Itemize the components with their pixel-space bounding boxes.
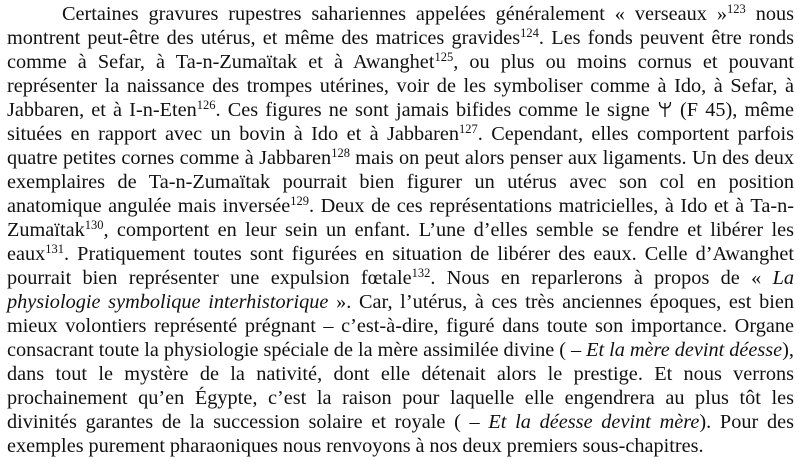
italic-title: Et la déesse devint mère [488, 411, 700, 433]
footnote-ref-130: 130 [84, 218, 104, 232]
text-segment: Certaines gravures rupestres sahariennes appelées généralement « verseaux » [62, 3, 728, 25]
footnote-ref-132: 132 [411, 266, 431, 280]
text-segment: . Nous en reparlerons à propos de « [430, 267, 773, 289]
text-segment: , ou plus ou moins cornus et pouvant représenter la naissance des trompes utérines, voir de les symboliser comme à Ido, à Sefar, à Jabbaren, et à I-n-Eten [7, 51, 794, 121]
footnote-ref-129: 129 [290, 194, 309, 208]
footnote-ref-126: 126 [196, 98, 216, 112]
italic-title: La physiologie symbolique interhistorique [7, 267, 794, 313]
text-segment: ». Car, l’utérus, à ces très anciennes époques, est bien mieux volontiers représenté prégnant – c’est-à-dire, figuré dans toute son importance. Organe consacrant toute la physiologie spéciale de la mère assimilée divine ( – [7, 291, 795, 361]
text-segment: . Ces figures ne sont jamais bifides comme le signe [215, 99, 657, 121]
hieroglyph-f45-icon [657, 100, 673, 118]
footnote-ref-131: 131 [45, 242, 65, 256]
text-segment: , comportent en leur sein un enfant. L’une d’elles semble se fendre et libérer les eaux [7, 219, 794, 265]
text-segment: . Les fonds peuvent être ronds comme à Sefar, à Ta-n-Zumaïtak et à Awanghet [7, 27, 794, 73]
text-segment: ), dans tout le mystère de la nativité, dont elle détenait alors le prestige. Et nous verrons prochainement qu’en Égypte, c’est la raison pour laquelle elle engendrera au plus tôt les divinités garantes de la succession solaire et royale ( – [7, 339, 794, 433]
italic-title: Et la mère devint déesse [586, 339, 783, 361]
text-segment: mais on peut alors penser aux ligaments. Un des deux exemplaires de Ta-n-Zumaïtak pourrait bien figurer un utérus avec son col en position anatomique angulée mais inversée [7, 147, 794, 217]
text-segment: ). Pour des exemples purement pharaoniques nous renvoyons à nos deux premiers sous-chapitres. [7, 411, 794, 457]
footnote-ref-127: 127 [459, 122, 478, 136]
text-segment: . Deux de ces représentations matricielles, à Ido et à Ta-n-Zumaïtak [7, 195, 794, 241]
body-paragraph [7, 2, 794, 458]
footnote-ref-124: 124 [520, 26, 539, 40]
footnote-ref-125: 125 [434, 50, 454, 64]
text-segment: nous montrent peut-être des utérus, et même des matrices gravides [7, 3, 795, 49]
text-segment: (F 45), même situées en rapport avec un bovin à Ido et à Jabbaren [7, 99, 795, 145]
text-segment: . Pratiquement toutes sont figurées en situation de libérer des eaux. Celle d’Awanghet pourrait bien représenter une expulsion fœtale [7, 243, 794, 289]
text-segment: . Cependant, elles comportent parfois quatre petites cornes comme à Jabbaren [7, 123, 794, 169]
footnote-ref-123: 123 [727, 2, 746, 16]
footnote-ref-128: 128 [331, 146, 350, 160]
